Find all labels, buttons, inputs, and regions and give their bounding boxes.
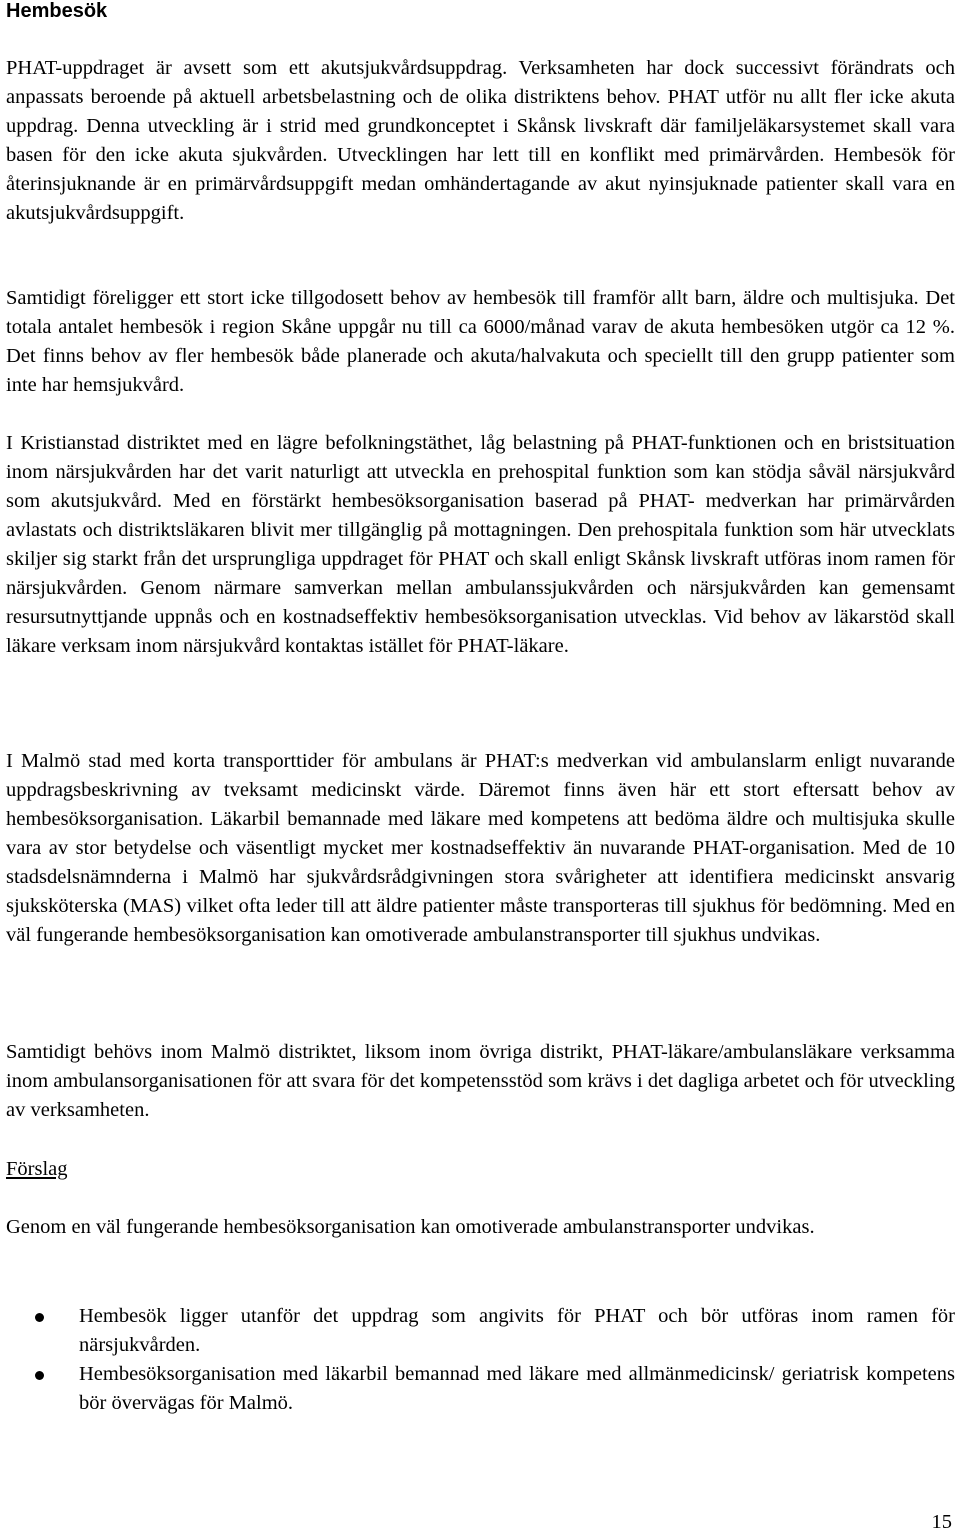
list-item — [6, 1360, 955, 1418]
bullet-text: Hembesöksorganisation med läkarbil bemannad med läkare med allmänmedicinsk/ geriatrisk kompetens bör övervägas för Malmö. — [79, 1363, 955, 1414]
paragraph-kristianstad: I Kristianstad distriktet med en lägre befolkningstäthet, låg belastning på PHAT-funktionen och en bristsituation inom närsjukvården har det varit naturligt att utveckla en prehospital funktion som kan stödja såväl närsjukvård som akutsjukvård. Med en förstärkt hembesöksorganisation baserad på PHAT- medverkan har primärvården avlastats och distriktsläkaren blivit mer tillgänglig på mottagningen. Den prehospitala funktion som här utvecklats skiljer sig starkt från det ursprungliga uppdraget för PHAT och skall enligt Skånsk livskraft utföras inom ramen för närsjukvården. Genom närmare samverkan mellan ambulanssjukvården och närsjukvården kan gemensamt resursutnyttjande uppnås och en kostnadseffektiv hembesöksorganisation utvecklas. Vid behov av läkarstöd skall läkare verksam inom närsjukvård kontaktas istället för PHAT-läkare. — [6, 432, 955, 657]
paragraph-proposal: Genom en väl fungerande hembesöksorganisation kan omotiverade ambulanstransporter undvikas. — [6, 1216, 815, 1238]
bullet-icon — [35, 1371, 44, 1380]
page-heading: Hembesök — [6, 0, 108, 22]
bullet-icon — [35, 1313, 44, 1322]
paragraph-malmo: I Malmö stad med korta transporttider för ambulans är PHAT:s medverkan vid ambulanslarm enligt nuvarande uppdragsbeskrivning av tveksamt medicinskt värde. Däremot finns även här ett stort eftersatt behov av hembesöksorganisation. Läkarbil bemannade med läkare med kompetens att bedöma äldre och multisjuka skulle vara av stor betydelse och väsentligt mycket mer kostnadseffektiv än nuvarande PHAT-organisation. Med de 10 stadsdelsnämnderna i Malmö har sjukvårdsrådgivningen stora svårigheter att identifiera medicinskt ansvarig sjuksköterska (MAS) vilket ofta leder till att äldre patienter måste transporteras till sjukhus för bedömning. Med en väl fungerande hembesöksorganisation kan omotiverade ambulanstransporter till sjukhus undvikas. — [6, 750, 955, 946]
proposal-bullet-list — [6, 1302, 955, 1418]
bullet-text: Hembesök ligger utanför det uppdrag som angivits för PHAT och bör utföras inom ramen för närsjukvården. — [79, 1305, 955, 1356]
paragraph-phat-assignment: PHAT-uppdraget är avsett som ett akutsjukvårdsuppdrag. Verksamheten har dock successivt förändrats och anpassats beroende på aktuell arbetsbelastning och de olika distriktens behov. PHAT utför nu allt fler icke akuta uppdrag. Denna utveckling är i strid med grundkonceptet i Skånsk livskraft där familjeläkarsystemet skall vara basen för den icke akuta sjukvården. Utvecklingen har lett till en konflikt med primärvården. Hembesök för återinsjuknande är en primärvårdsuppgift medan omhändertagande av akut nyinsjuknade patienter skall vara en akutsjukvårdsuppgift. — [6, 57, 955, 224]
section-title-proposal: Förslag — [6, 1158, 68, 1180]
page-number: 15 — [931, 1511, 952, 1533]
paragraph-home-visit-need: Samtidigt föreligger ett stort icke tillgodosett behov av hembesök till framför allt barn, äldre och multisjuka. Det totala antalet hembesök i region Skåne uppgår nu till ca 6000/månad varav de akuta hembesöken utgör ca 12 %. Det finns behov av fler hembesök både planerade och akuta/halvakuta och speciellt till den grupp patienter som inte har hemsjukvård. — [6, 287, 955, 396]
paragraph-phat-doctors: Samtidigt behövs inom Malmö distriktet, liksom inom övriga distrikt, PHAT-läkare/ambulansläkare verksamma inom ambulansorganisationen för att svara för det kompetensstöd som krävs i det dagliga arbetet och för utveckling av verksamheten. — [6, 1041, 955, 1121]
list-item — [6, 1302, 955, 1360]
